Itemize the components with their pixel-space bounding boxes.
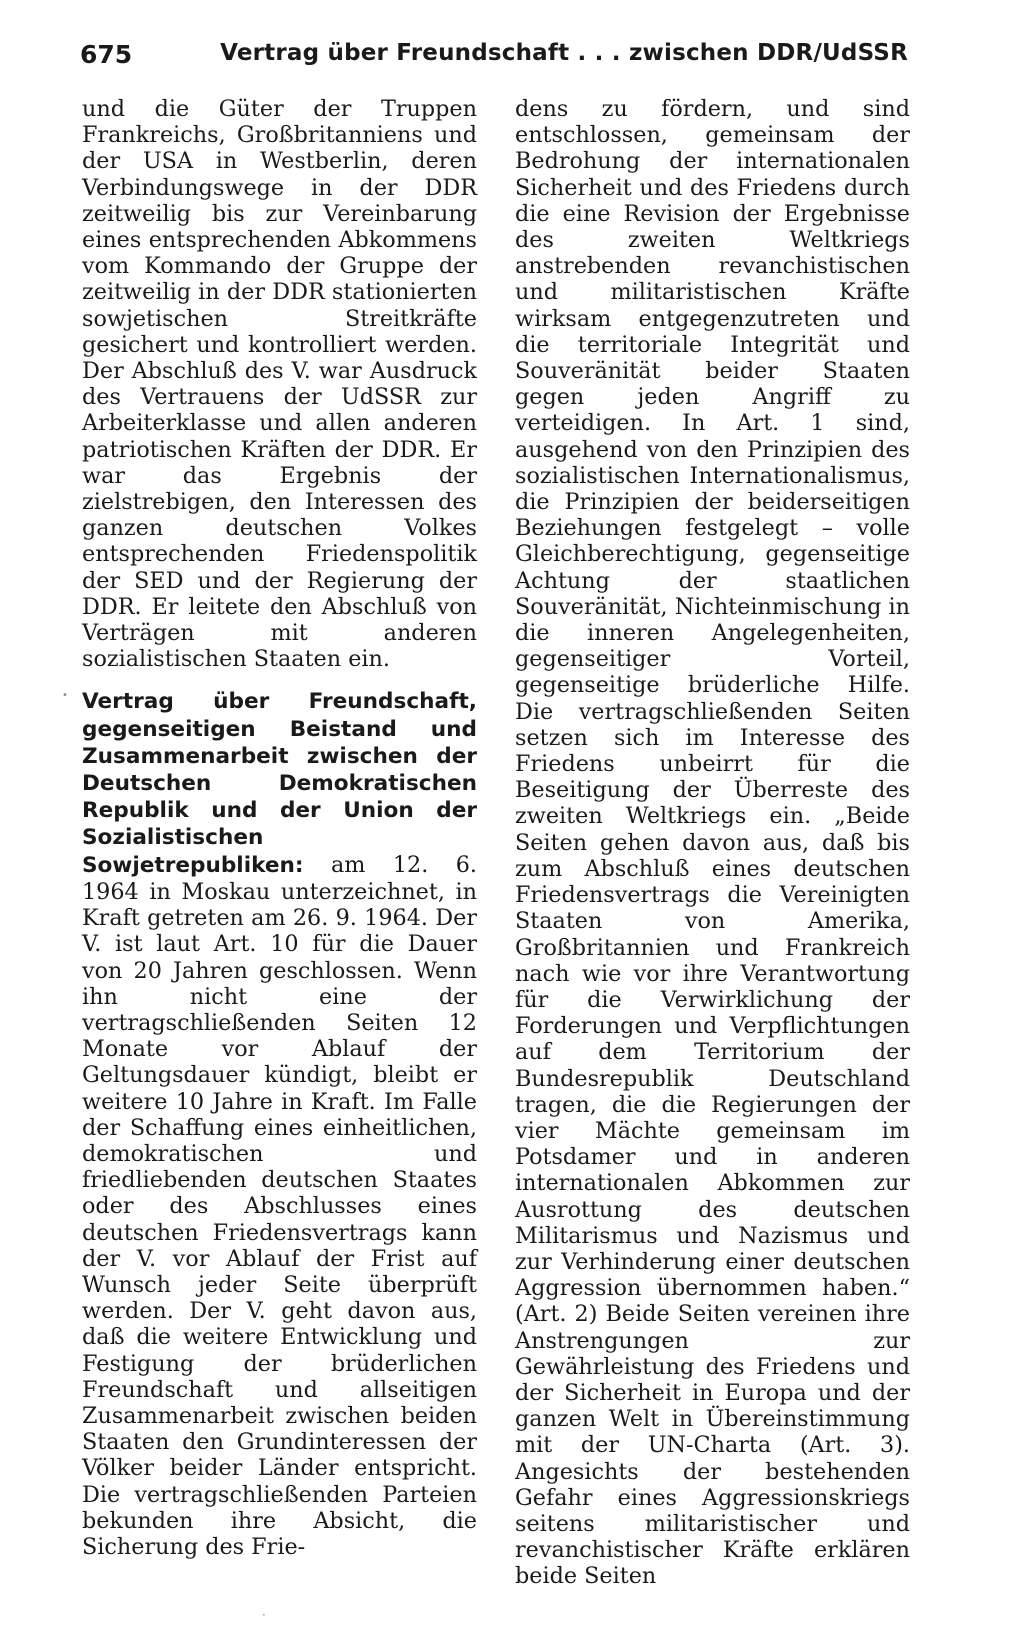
page-number: 675 [80, 40, 133, 69]
scan-speck: ⋅ [262, 1608, 266, 1622]
left-column [82, 96, 477, 1560]
entry-title: Vertrag über Freundschaft, gegenseitigen Beistand und Zusammenarbeit zwischen der Deutschen Demokratischen Republik und der Union der Sozialistischen Sowjetrepubliken: [82, 689, 477, 878]
right-column-paragraph: dens zu fördern, und sind entschlossen, gemeinsam der Bedrohung der internationalen Sicherheit und des Friedens durch die eine Revision der Ergebnisse des zweiten Weltkriegs anstrebenden revanchistischen und militaristischen Kräfte wirksam entgegenzutreten und die territoriale Integrität und Souveränität beider Staaten gegen jeden Angriff zu verteidigen. In Art. 1 sind, ausgehend von den Prinzipien des sozialistischen Internationalismus, die Prinzipien der beiderseitigen Beziehungen festgelegt – volle Gleichberechtigung, gegenseitige Achtung der staatlichen Souveränität, Nichteinmischung in die inneren Angelegenheiten, gegenseitiger Vorteil, gegenseitige brüderliche Hilfe. Die vertragschließenden Seiten setzen sich im Interesse des Friedens unbeirrt für die Beseitigung der Überreste des zweiten Weltkriegs ein. „Beide Seiten gehen davon aus, daß bis zum Abschluß eines deutschen Friedensvertrags die Vereinigten Staaten von Amerika, Großbritannien und Frankreich nach wie vor ihre Verantwortung für die Verwirklichung der Forderungen und Verpflichtungen auf dem Territorium der Bundesrepublik Deutschland tragen, die die Regierungen der vier Mächte gemeinsam im Potsdamer und in anderen internationalen Abkommen zur Ausrottung des deutschen Militarismus und Nazismus und zur Verhinderung einer deutschen Aggression übernommen haben.“ (Art. 2) Beide Seiten vereinen ihre Anstrengungen zur Gewährleistung des Friedens und der Sicherheit in Europa und der ganzen Welt in Übereinstimmung mit der UN-Charta (Art. 3). Angesichts der bestehenden Gefahr eines Aggressionskriegs seitens militaristischer und revanchistischer Kräfte erklären beide Seiten [515, 96, 910, 1590]
scan-speck: • [62, 690, 68, 701]
right-column [515, 96, 910, 1590]
running-title: Vertrag über Freundschaft . . . zwischen DDR/UdSSR [220, 40, 908, 66]
continuation-paragraph: und die Güter der Truppen Frankreichs, Großbritanniens und der USA in Westberlin, deren Verbindungswege in der DDR zeitweilig bis zur Vereinbarung eines entsprechenden Abkommens vom Kommando der Gruppe der zeitweilig in der DDR stationierten sowjetischen Streitkräfte gesichert und kontrolliert werden. Der Abschluß des V. war Ausdruck des Vertrauens der UdSSR zur Arbeiterklasse und allen anderen patriotischen Kräften der DDR. Er war das Ergebnis der zielstrebigen, den Interessen des ganzen deutschen Volkes entsprechenden Friedenspolitik der SED und der Regierung der DDR. Er leitete den Abschluß von Verträgen mit anderen sozialistischen Staaten ein. [82, 96, 477, 673]
dictionary-entry [82, 688, 477, 1560]
entry-text: am 12. 6. 1964 in Moskau unterzeichnet, in Kraft getreten am 26. 9. 1964. Der V. ist laut Art. 10 für die Dauer von 20 Jahren geschlossen. Wenn ihn nicht eine der vertragschließenden Seiten 12 Monate vor Ablauf der Geltungsdauer kündigt, bleibt er weitere 10 Jahre in Kraft. Im Falle der Schaffung eines einheitlichen, demokratischen und friedliebenden deutschen Staates oder des Abschlusses eines deutschen Friedensvertrags kann der V. vor Ablauf der Frist auf Wunsch jeder Seite überprüft werden. Der V. geht davon aus, daß die weitere Entwicklung und Festigung der brüderlichen Freundschaft und allseitigen Zusammenarbeit zwischen beiden Staaten den Grundinteressen der Völker beider Länder entspricht. Die vertragschließenden Parteien bekunden ihre Absicht, die Sicherung des Frie- [82, 851, 477, 1560]
